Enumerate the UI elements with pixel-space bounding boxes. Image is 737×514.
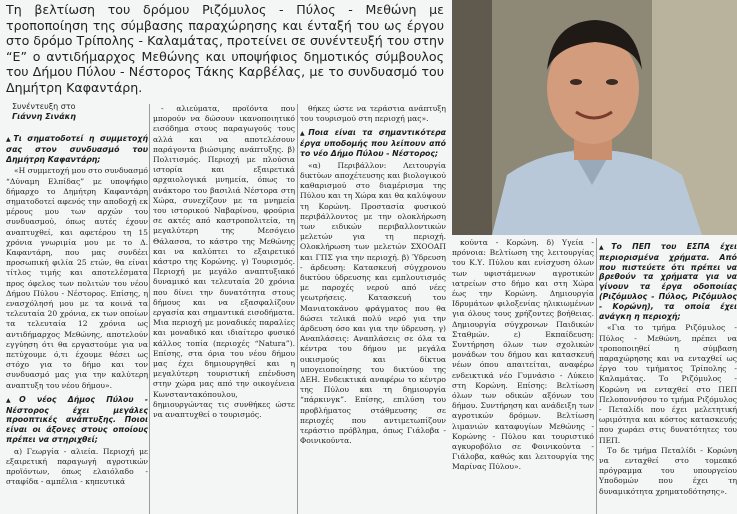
article-column-1 xyxy=(6,130,148,514)
column-divider xyxy=(596,238,597,514)
article-column-5 xyxy=(599,238,737,514)
portrait-illustration xyxy=(452,0,737,235)
answer-2-start: α) Γεωργία - αλιεία. Περιοχή με εξαιρετική παραγωγή αγροτικών προϊόντων, όπως ελαιόλαδο - σταφίδα - αμπέλια - κηπευτικά xyxy=(6,446,148,487)
portrait-photo xyxy=(452,0,737,235)
answer-3: «α) Περιβάλλον: Λειτουργία δικτύων αποχέτευσης και βιολογικού καθαρισμού στο διαμέρισμα της Πύλου και τη Χώρα και θα καλύψουν τη Κορώνη. Προστασία φυσικού περιβάλλοντος με την ολοκλήρωση των ειδικών περιβαλλοντικών μελετών για τη περιοχή. Ολοκλήρωση των μελετών ΣΧΟΟΑΠ και ΓΠΣ για την περιοχή. β) Ύδρευση - άρδευση: Κατασκευή σύγχρονου δικτύου ύδρευσης και εμπλουτισμός με παροχές νερού από νέες γεωτρήσεις. Κατασκευή του Μανιατοκάνου φράγματος που θα δώσει τελικά πολύ νερό για την άρδευση όσο και για την ύδρευση. γ) Αναπλάσεις: Αναπλάσεις σε όλα τα κέντρα του δήμου με μεγάλα οικισμούς και δίκτυα υπογειοποίησης του δικτύου της ΔΕΗ. Ενδεικτικά αναφέρω το κέντρο της Πύλου και τη δημιουργία “πάρκινγκ”. Επίσης, επιλύση του προβλήματος στάθμευσης σε περιοχές που αντιμετωπίζουν τεράστιο πρόβλημα, όπως Γιάλοβα - Φοινικούντα. xyxy=(300,160,446,446)
question-2: ▲ Ο νέος Δήμος Πύλου - Νέστορος έχει μεγάλες προοπτικές ανάπτυξης. Ποιοι είναι οι άξονες στους οποίους πρέπει να στηριχθεί; xyxy=(6,395,148,445)
article-headline: Τη βελτίωση του δρόμου Ριζόμυλος - Πύλος - Μεθώνη με τροποποίηση της σύμβασης παραχώρησης και ένταξή του ως έργου στο δρόμο Τρίπολης - Καλαμάτας, προτείνει σε συνέντευξή του στην “Ε” ο αντιδήμαρχος Μεθώνης και υποψήφιος δημοτικός σύμβουλος του Δήμου Πύλου - Νέστορος Τάκης Καρβέλας, με το συνδυασμό του Δημήτρη Καφαντάρη. xyxy=(6,2,444,95)
answer-4-end: Το δε τμήμα Πεταλίδι - Κορώνη να ενταχθεί στο τομεακό πρόγραμμα του υπουργείου Υποδομών που έχει τη δυναμικότητα χρηματοδότησης». xyxy=(599,445,737,496)
article-column-4 xyxy=(452,238,594,514)
question-1: ▲ Τι σηματοδοτεί η συμμετοχή σας στον συνδυασμό του Δημήτρη Καφαντάρη; xyxy=(6,134,148,164)
byline xyxy=(12,102,132,122)
column-divider xyxy=(297,104,298,514)
answer-1: «Η συμμετοχή μου στο συνδυασμό “Δύναμη Ελπίδας” με υποψήφιο δήμαρχο το Δημήτρη Καφαντάρη σηματοδοτεί αφενός την αποδοχή εκ μέρους μου των αρχών του συνδυασμού, όπως αυτές έχουν αναπτυχθεί, και αφετέρου τη 15 χρόνια γνωριμία μου με το Δ. Καφαντάρη, που μας συνδέει προσωπική φιλία 25 ετών, θα είναι τίτλος τιμής και αποτελέσματα προς όφελος των πολιτών του νέου Δήμου Πύλου - Νέστορος. Επίσης, η ενασχόλησή μου με τα κοινά τα τελευταία 20 χρόνια, εκ των οποίων τα τελευταία 12 χρόνια ως αντιδήμαρχος Μεθώνης, αποτελούν εγγύηση ότι θα εργαστούμε για να πετύχουμε ό,τι έχουμε θέσει ως στόχο για το δήμο και τον συνδυασμό μας για την καλύτερη αναπτυξη του νέου δήμου». xyxy=(6,166,148,390)
article-column-3 xyxy=(300,104,446,514)
answer-4: «Για το τμήμα Ριζόμυλος - Πύλος - Μεθώνη, πρέπει να τροποποιηθεί η σύμβαση παραχώρησης και να ενταχθεί ως έργο του τμήματος Τρίπολης - Καλαμάτας. Το Ριζόμυλος - Κορώνη να ενταχθεί στο ΠΕΠ Πελοποννήσου το τμήμα Ριζόμυλος - Πεταλίδι που έχει μελετητική ωριμότητα και κόστος κατασκευής που χωράει στις δυνατότητες του ΠΕΠ. xyxy=(599,323,737,445)
answer-2-end: θήκες ώστε να τεράστια ανάπτυξη του τουρισμού στη περιοχή μας». xyxy=(300,104,446,124)
byline-label: Συνέντευξη στο xyxy=(12,102,76,111)
answer-3-continued: κούντα - Κορώνη. δ) Υγεία - πρόνοια: Βελτίωση της λειτουργίας του Κ.Υ. Πύλου και ενίσχυση όλων των υφιστάμενων αγροτικών ιατρείων στο δήμο και στη Χώρα έως την Κορώνη. Δημιουργία Ιδρυμάτων φιλοξενίας ηλικιωμένων για όλους τους χρήζοντες βοήθειας. Δημιουργία σύγχρονων Παιδικών Σταθμών. ε) Εκπαίδευση: Συντήρηση όλων των σχολικών μονάδων του δήμου και κατασκευή νέων όπου απαιτείται, αναφέρω ενδεικτικά νέο Γυμνάσιο - Λύκειο στη Κορώνη. Επίσης: Βελτίωση όλων των οδικών αξόνων του δήμου. Συντήρηση και ανάδειξη των αγροτικών δρόμων. Βελτίωση λιμανιών καταφυγίων Μεθώνης - Κορώνης - Πύλου και τουριστικό αγκυροβόλιο σε Φοινικούντα - Γιάλοβα, καθώς και λειτουργία της Μαρίνας Πύλου». xyxy=(452,238,594,472)
answer-2-continued: - αλιεύματα, προϊόντα που μπορούν να δώσουν ικανοποιητικό εισόδημα στους παραγωγούς τους αλλά και να αποτελέσουν παράγοντα βιώσιμης ανάπτυξης. β) Πολιτισμός. Περιοχή με πλούσια ιστορία και εξαιρετικά αρχαιολογικά μνημεία, όπως το ανάκτορο του βασιλιά Νέστορα στη Χώρα, συνεχίζουν με τα μνημεία του ιστορικού Ναβαρίνου, φρούρια σε ακτές από καστροπολιτεία, τη μεγαλύτερη της Μεσόγειο Θάλασσα, το κάστρο της Μεθώνης και να καλύπτει το εξαιρετικό κάστρο της Κορώνης. γ) Τουρισμός. Περιοχή με μεγάλο αναπτυξιακό δυναμικό και τελευταία 20 χρόνια που δίνει την δυνατότητα στους δήμους και να εξασφαλίζουν εργασία και σημαντικά εισοδήματα. Μια περιοχή με μοναδικές παραλίες και μοναδικό και ιδιαίτερο φυσικό κάλλος τοπία (περιοχές “Natura”). Επίσης, στα όρια του νέου δήμου μας έχει δημιουργηθεί και η μεγαλύτερη τουριστική επένδυση στην χώρα μας από την οικογένεια Κωνσταντακόπουλου, δημιουργώντας τις συνθήκες ώστε να αναπτυχθεί ο τουρισμός. xyxy=(153,104,295,420)
article-column-2 xyxy=(153,104,295,514)
question-4: ▲ Το ΠΕΠ του ΕΣΠΑ έχει περιορισμένα χρήματα. Από που πιστεύετε ότι πρέπει να βρεθούν τα χρήματα για να γίνουν τα έργα οδοποιίας (Ριζόμυλος - Πύλος, Ριζόμυλος - Κορώνη), τα οποία έχει ανάγκη η περιοχή; xyxy=(599,242,737,321)
question-3: ▲ Ποια είναι τα σημαντικότερα έργα υποδομής που λείπουν από το νέο Δήμο Πύλου - Νέστορος; xyxy=(300,128,446,158)
byline-author: Γιάννη Σινάκη xyxy=(12,112,76,121)
column-divider xyxy=(149,104,150,514)
